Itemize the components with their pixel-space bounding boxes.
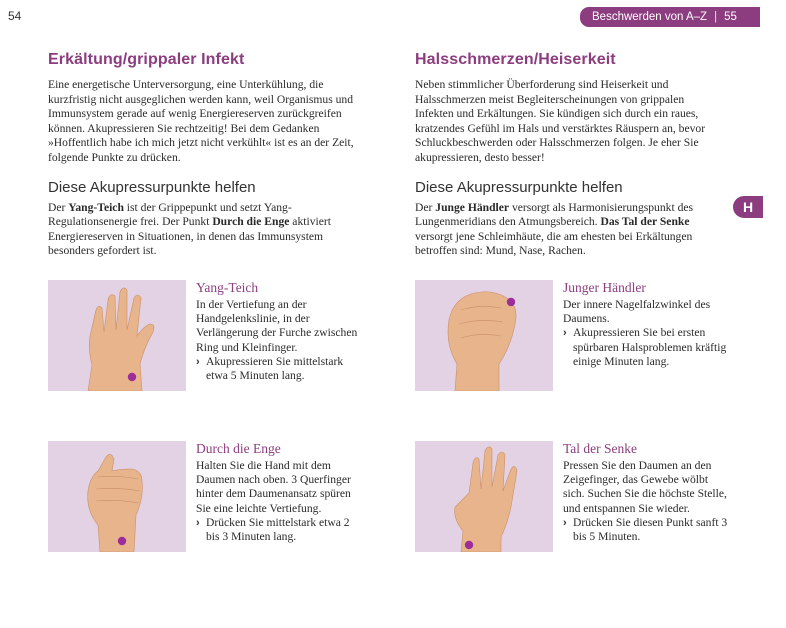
- section-header: [580, 7, 760, 27]
- left-intro: Eine energetische Unterversorgung, eine Unterkühlung, die kurzfristig nicht ausgeglichen werden kann, weil Organismus und Immunsystem gerade auf wenig Energiereserven zurückgreifen können. Akupressieren Sie rechtzeitig! Bei dem Gedanken »Hoffentlich habe ich mich jetzt nicht verkühlt« ist es an der Zeit, folgende Punkte zu drücken.: [48, 78, 354, 164]
- point-name-junger-haendler: Junge Händler: [435, 200, 510, 214]
- page-number-right: 55: [724, 11, 737, 23]
- acupoint-location: Der innere Nagelfalzwinkel des Daumens.: [563, 298, 711, 326]
- right-intro: Neben stimmlicher Überforderung sind Heiserkeit und Halsschmerzen meist Begleiterscheinungen von grippalen Infekten und Erkältungen. Sie kündigen sich durch ein raues, kratzendes Gefühl im Hals und verstärktes Räuspern an, bevor Schluckbeschwerden oder Halsschmerzen folgen. Je eher Sie akupressieren, desto besser!: [415, 78, 706, 164]
- acupoint-instruction: › Drücken Sie diesen Punkt sanft 3 bis 5 Minuten.: [563, 515, 728, 544]
- acupoint-text-tal-der-senke: [563, 441, 731, 544]
- chevron-right-icon: ›: [563, 516, 567, 529]
- chevron-right-icon: ›: [563, 327, 567, 340]
- right-lead: Der Junge Händler versorgt als Harmonisierungspunkt des Lungenmeridians den Atmungsbereich. Das Tal der Senke versorgt jene Schleimhäute, die am ehesten bei Erkältungen betroffen sind: Mund, Nase, Rachen.: [415, 200, 694, 258]
- point-name-durch-die-enge: Durch die Enge: [212, 215, 290, 229]
- point-name-tal-der-senke: Das Tal der Senke: [600, 215, 690, 229]
- right-column: [415, 50, 715, 259]
- acupoint-card-junger-haendler: [415, 280, 725, 391]
- acupoint-title: Junger Händler: [563, 280, 646, 295]
- acupoint-text-yang-teich: [196, 280, 364, 383]
- left-title: Erkältung/grippaler Infekt: [48, 51, 245, 68]
- left-column: [48, 50, 358, 259]
- right-title: Halsschmerzen/Heiserkeit: [415, 51, 616, 68]
- acupoint-location: In der Vertiefung an der Handgelenkslinie, in der Verlängerung der Furche zwischen Ring und Kleinfinger.: [196, 298, 358, 354]
- acupoint-location: Pressen Sie den Daumen an den Zeigefinger, das Gewebe wölbt sich. Suchen Sie die höchste Stelle, und entspannen Sie wieder.: [563, 459, 727, 515]
- acupoint-title: Tal der Senke: [563, 441, 638, 456]
- alphabet-tab[interactable]: H: [733, 196, 763, 218]
- header-separator: |: [714, 11, 718, 23]
- acupoint-text-junger-haendler: [563, 280, 731, 369]
- acupoint-card-yang-teich: [48, 280, 364, 391]
- left-subtitle: Diese Akupressurpunkte helfen: [48, 178, 256, 196]
- acupoint-instruction: › Akupressieren Sie bei ersten spürbaren Halsproblemen kräftig einige Minuten lang.: [563, 326, 727, 368]
- left-lead: Der Yang-Teich ist der Grippepunkt und setzt Yang-Regulationsenergie frei. Der Punkt Durch die Enge aktiviert Energiereserven in Situationen, in denen das Immunsystem besonders gefordert ist.: [48, 200, 331, 258]
- hand-photo-fist: [415, 280, 553, 391]
- acupoint-card-durch-die-enge: [48, 441, 364, 552]
- acupoint-title: Durch die Enge: [196, 441, 281, 456]
- hand-photo-thumb-pressed: [415, 441, 553, 552]
- section-header-title: Beschwerden von A–Z: [592, 11, 708, 23]
- hand-photo-back-of-hand: [48, 280, 186, 391]
- acupoint-card-tal-der-senke: [415, 441, 728, 552]
- right-subtitle: Diese Akupressurpunkte helfen: [415, 178, 623, 196]
- point-name-yang-teich: Yang-Teich: [68, 200, 124, 214]
- acupoint-title: Yang-Teich: [196, 280, 259, 295]
- acupoint-instruction: › Akupressieren Sie mittelstark etwa 5 Minuten lang.: [196, 354, 344, 383]
- hand-photo-thumb-up: [48, 441, 186, 552]
- chevron-right-icon: ›: [196, 355, 200, 368]
- page-number-left: 54: [8, 9, 22, 23]
- acupoint-instruction: › Drücken Sie mittelstark etwa 2 bis 3 Minuten lang.: [196, 515, 350, 544]
- acupoint-location: Halten Sie die Hand mit dem Daumen nach oben. 3 Querfinger hinter dem Daumenansatz spüren Sie eine leichte Vertiefung.: [196, 459, 351, 515]
- chevron-right-icon: ›: [196, 516, 200, 529]
- acupoint-text-durch-die-enge: [196, 441, 364, 544]
